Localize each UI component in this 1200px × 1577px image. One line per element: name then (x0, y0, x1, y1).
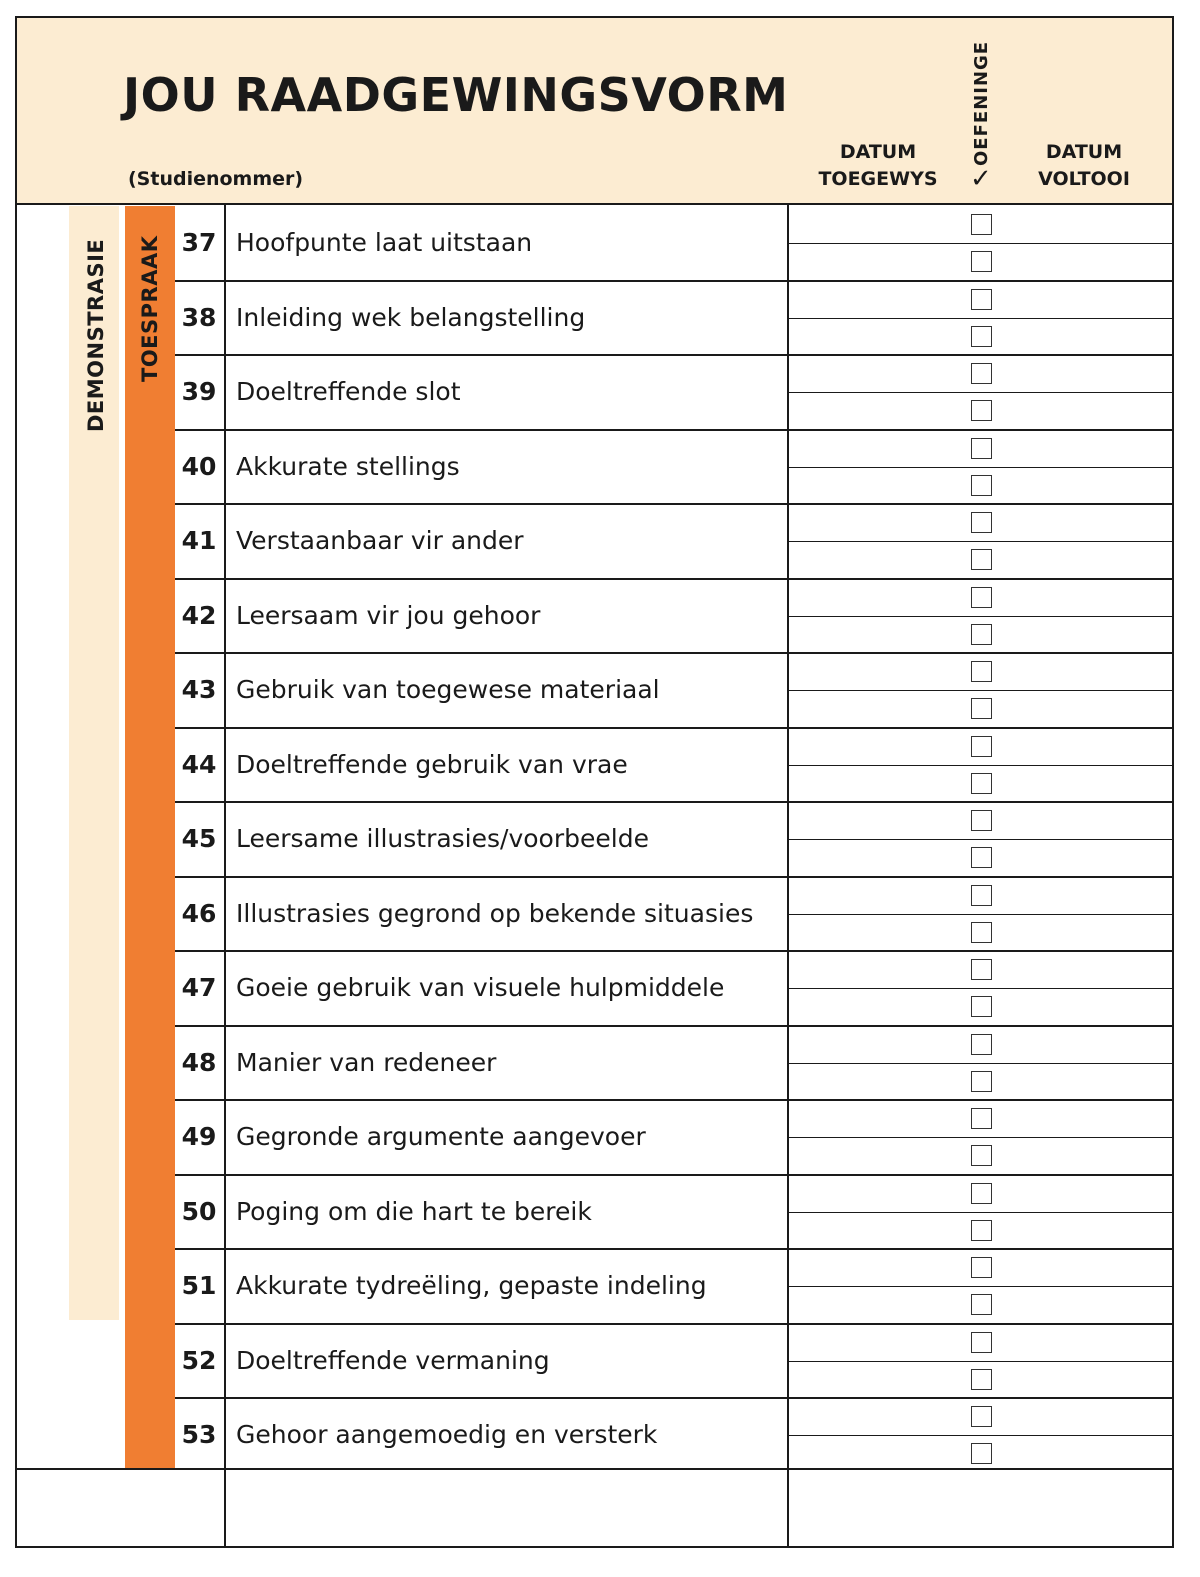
point-number: 45 (181, 824, 217, 853)
practice-checkbox[interactable] (971, 1369, 992, 1390)
practice-checkbox[interactable] (971, 922, 992, 943)
point-label: Verstaanbaar vir ander (236, 526, 524, 555)
practice-checkbox[interactable] (971, 1108, 992, 1129)
row-subdivider (789, 318, 1174, 319)
point-label: Gebruik van toegewese materiaal (236, 675, 660, 704)
point-label: Doeltreffende vermaning (236, 1345, 550, 1375)
practice-checkbox[interactable] (971, 1257, 992, 1278)
row-subdivider (789, 1286, 1174, 1287)
practice-checkbox[interactable] (971, 363, 992, 384)
practice-checkbox[interactable] (971, 810, 992, 831)
point-label: Gehoor aangemoedig en versterk (236, 1420, 658, 1449)
point-number: 51 (181, 1271, 217, 1300)
point-number: 41 (181, 526, 217, 555)
point-label: Hoofpunte laat uitstaan (236, 228, 533, 257)
point-label: Doeltreffende gebruik van vrae (236, 749, 628, 779)
row-subdivider (789, 1212, 1174, 1213)
practice-checkbox[interactable] (971, 400, 992, 421)
point-label: Illustrasies gegrond op bekende situasies (236, 898, 754, 928)
practice-checkbox[interactable] (971, 326, 992, 347)
point-number: 50 (181, 1196, 217, 1226)
point-number: 46 (181, 898, 217, 928)
practice-checkbox[interactable] (971, 1406, 992, 1427)
column-header-date-assigned: DATUM TOEGEWYS (818, 141, 938, 190)
practice-checkbox[interactable] (971, 698, 992, 719)
point-label: Leersame illustrasies/voorbeelde (236, 824, 649, 853)
practice-checkbox[interactable] (971, 1071, 992, 1092)
practice-checkbox[interactable] (971, 661, 992, 682)
row-subdivider (789, 467, 1174, 468)
row-subdivider (789, 1361, 1174, 1362)
point-number: 38 (181, 302, 217, 332)
row-subdivider (789, 1435, 1174, 1436)
point-number: 39 (181, 377, 217, 406)
practice-checkbox[interactable] (971, 1443, 992, 1464)
practice-checkbox[interactable] (971, 549, 992, 570)
form-title: JOU RAADGEWINGSVORM (123, 68, 789, 122)
point-label: Poging om die hart te bereik (236, 1196, 592, 1226)
practice-checkbox[interactable] (971, 624, 992, 645)
row-subdivider (789, 690, 1174, 691)
practice-checkbox[interactable] (971, 1332, 992, 1353)
point-label: Akkurate stellings (236, 451, 460, 481)
talk-bar (125, 206, 175, 1469)
practice-checkbox[interactable] (971, 1034, 992, 1055)
point-number: 49 (181, 1122, 217, 1151)
row-subdivider (789, 1063, 1174, 1064)
practice-checkbox[interactable] (971, 214, 992, 235)
row-subdivider (789, 243, 1174, 244)
practice-checkbox[interactable] (971, 1145, 992, 1166)
demonstration-label: DEMONSTRASIE (84, 238, 108, 432)
point-number: 40 (181, 451, 217, 481)
point-label: Goeie gebruik van visuele hulpmiddele (236, 973, 725, 1002)
practice-checkbox[interactable] (971, 1220, 992, 1241)
point-number: 43 (181, 675, 217, 704)
checkmark-icon: ✓ (970, 164, 992, 194)
talk-label: TOESPRAAK (138, 235, 162, 382)
point-number: 48 (181, 1047, 217, 1077)
practice-checkbox[interactable] (971, 847, 992, 868)
practice-checkbox[interactable] (971, 773, 992, 794)
practice-checkbox[interactable] (971, 512, 992, 533)
column-header-practice: OEFENINGE (971, 40, 992, 166)
point-label: Doeltreffende slot (236, 377, 461, 406)
row-subdivider (789, 541, 1174, 542)
row-subdivider (789, 392, 1174, 393)
practice-checkbox[interactable] (971, 736, 992, 757)
practice-checkbox[interactable] (971, 289, 992, 310)
point-number: 44 (181, 749, 217, 779)
point-number: 53 (181, 1420, 217, 1449)
practice-checkbox[interactable] (971, 587, 992, 608)
practice-checkbox[interactable] (971, 438, 992, 459)
point-number: 42 (181, 600, 217, 630)
practice-checkbox[interactable] (971, 251, 992, 272)
point-label: Gegronde argumente aangevoer (236, 1122, 646, 1151)
point-label: Akkurate tydreëling, gepaste indeling (236, 1271, 707, 1300)
practice-checkbox[interactable] (971, 959, 992, 980)
row-subdivider (789, 616, 1174, 617)
row-subdivider (789, 988, 1174, 989)
point-label: Inleiding wek belangstelling (236, 302, 586, 332)
point-label: Manier van redeneer (236, 1047, 497, 1077)
point-number: 52 (181, 1345, 217, 1375)
practice-checkbox[interactable] (971, 475, 992, 496)
row-subdivider (789, 1137, 1174, 1138)
student-number-label: (Studienommer) (128, 168, 304, 190)
point-number: 47 (181, 973, 217, 1002)
practice-checkbox[interactable] (971, 1183, 992, 1204)
row-subdivider (789, 839, 1174, 840)
point-number: 37 (181, 228, 217, 257)
row-subdivider (789, 914, 1174, 915)
row-subdivider (789, 765, 1174, 766)
practice-checkbox[interactable] (971, 1294, 992, 1315)
column-header-date-completed: DATUM VOLTOOI (1038, 141, 1130, 190)
practice-checkbox[interactable] (971, 885, 992, 906)
point-label: Leersaam vir jou gehoor (236, 600, 541, 630)
practice-checkbox[interactable] (971, 996, 992, 1017)
